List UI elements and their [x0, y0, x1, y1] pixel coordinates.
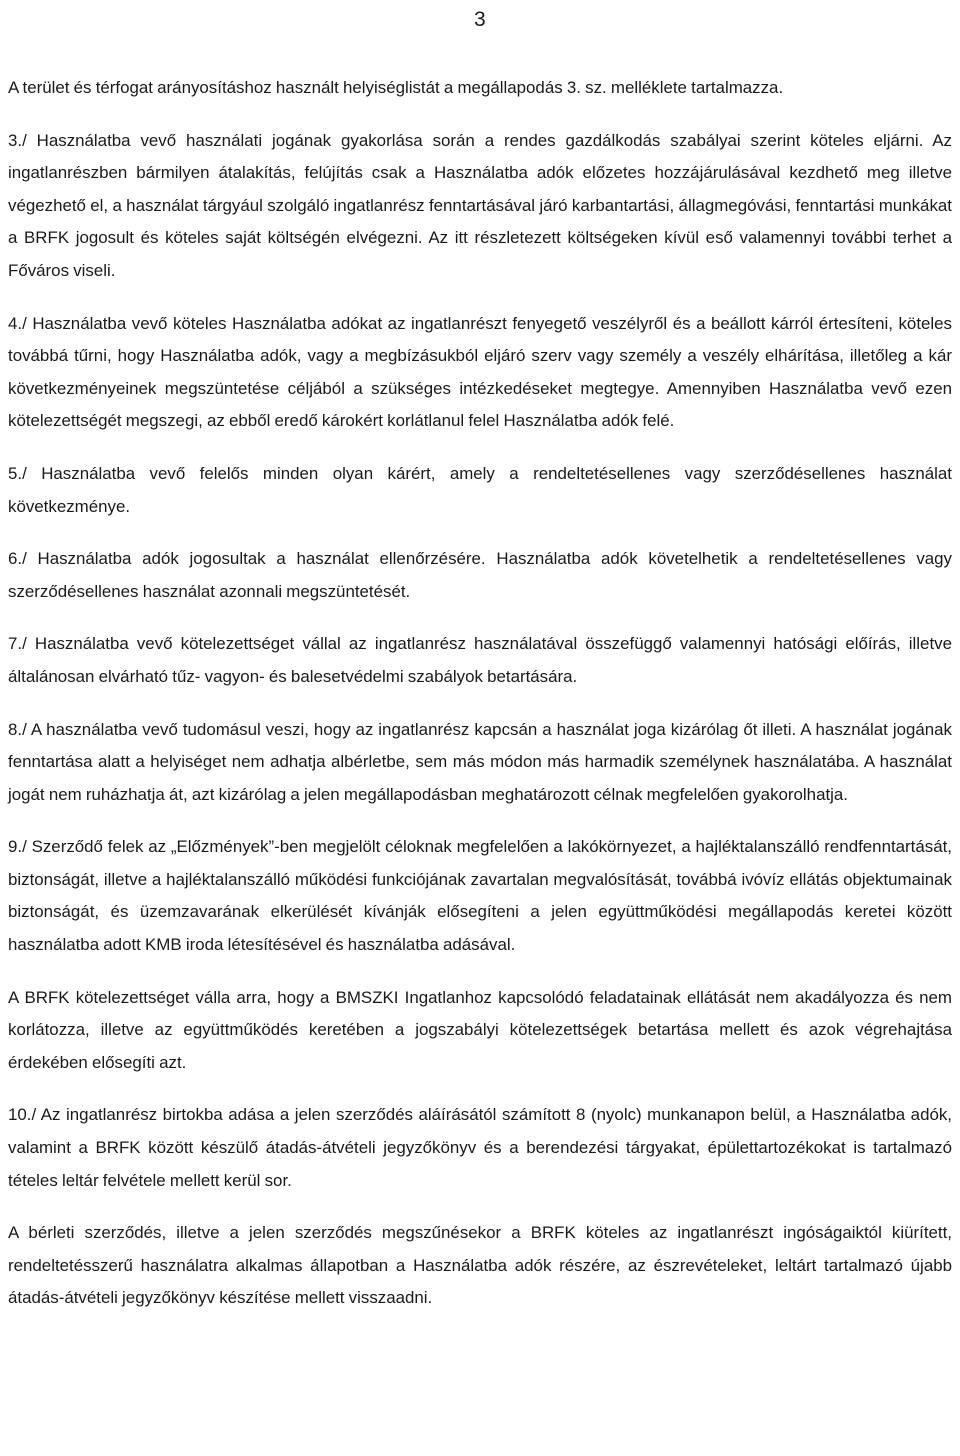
paragraph-termination: A bérleti szerződés, illetve a jelen szerződés megszűnésekor a BRFK köteles az ingatlanrészt ingóságaiktól kiürített, rendeltetésszerű használatra alkalmas állapotban a Használatba adók részére, az észrevételeket, leltárt tartalmazó újabb átadás-átvételi jegyzőkönyv készítése mellett visszaadni. [8, 1223, 952, 1308]
paragraph-9: 9./ Szerződő felek az „Előzmények”-ben megjelölt céloknak megfelelően a lakókörnyezet, a hajléktalanszálló rendfenntartását, biztonságát, illetve a hajléktalanszálló működési funkciójának zavartalan megvalósítását, továbbá ivóvíz ellátás objektumainak biztonságát, és üzemzavarának elkerülését kívánják elősegíteni a jelen együttműködési megállapodás keretei között használatba adott KMB iroda létesítésével és használatba adásával. [8, 837, 952, 955]
paragraph-6: 6./ Használatba adók jogosultak a használat ellenőrzésére. Használatba adók követelhetik a rendeltetésellenes vagy szerződésellenes használat azonnali megszüntetését. [8, 549, 952, 601]
paragraph-3: 3./ Használatba vevő használati jogának gyakorlása során a rendes gazdálkodás szabályai szerint köteles eljárni. Az ingatlanrészben bármilyen átalakítás, felújítás csak a Használatba adók előzetes hozzájárulásával kezdhető meg illetve végezhető el, a használat tárgyául szolgáló ingatlanrész fenntartásával járó karbantartási, állagmegóvási, fenntartási munkákat a BRFK jogosult és köteles saját költségén elvégezni. Az itt részletezett költségeken kívül eső valamennyi további terhet a Főváros viseli. [8, 130, 952, 280]
paragraph-brfk-obligation: A BRFK kötelezettséget válla arra, hogy a BMSZKI Ingatlanhoz kapcsolódó feladatainak ellátását nem akadályozza és nem korlátozza, illetve az együttműködés keretében a jogszabályi kötelezettségek betartása mellett és azok végrehajtása érdekében elősegíti azt. [8, 987, 952, 1072]
paragraph-4: 4./ Használatba vevő köteles Használatba adókat az ingatlanrészt fenyegető veszélyről és a beállott kárról értesíteni, köteles továbbá tűrni, hogy Használatba adók, vagy a megbízásukból eljáró szerv vagy személy a veszély elhárítása, illetőleg a kár következményeinek megszüntetése céljából a szükséges intézkedéseket megtegye. Amennyiben Használatba vevő ezen kötelezettségét megszegi, az ebből eredő károkért korlátlanul felel Használatba adók felé. [8, 313, 952, 431]
paragraph-10: 10./ Az ingatlanrész birtokba adása a jelen szerződés aláírásától számított 8 (nyolc) munkanapon belül, a Használatba adók, valamint a BRFK között készülő átadás-átvételi jegyzőkönyv és a berendezési tárgyakat, épülettartozékokat is tartalmazó tételes leltár felvétele mellett kerül sor. [8, 1105, 952, 1190]
paragraph-5: 5./ Használatba vevő felelős minden olyan kárért, amely a rendeltetésellenes vagy szerződésellenes használat következménye. [8, 463, 952, 516]
paragraph-8: 8./ A használatba vevő tudomásul veszi, hogy az ingatlanrész kapcsán a használat joga kizárólag őt illeti. A használat jogának fenntartása alatt a helyiséget nem adhatja albérletbe, sem más módon más harmadik személynek használatába. A használat jogát nem ruházhatja át, azt kizárólag a jelen megállapodásban meghatározott célnak megfelelően gyakorolhatja. [8, 719, 952, 804]
document-body [8, 72, 952, 1335]
paragraph-area-list: A terület és térfogat arányosításhoz használt helyiséglistát a megállapodás 3. sz. melléklete tartalmazza. [8, 78, 784, 97]
paragraph-7: 7./ Használatba vevő kötelezettséget vállal az ingatlanrész használatával összefüggő valamennyi hatósági előírás, illetve általánosan elvárható tűz- vagyon- és balesetvédelmi szabályok betartására. [8, 634, 952, 686]
page-number: 3 [474, 8, 486, 31]
